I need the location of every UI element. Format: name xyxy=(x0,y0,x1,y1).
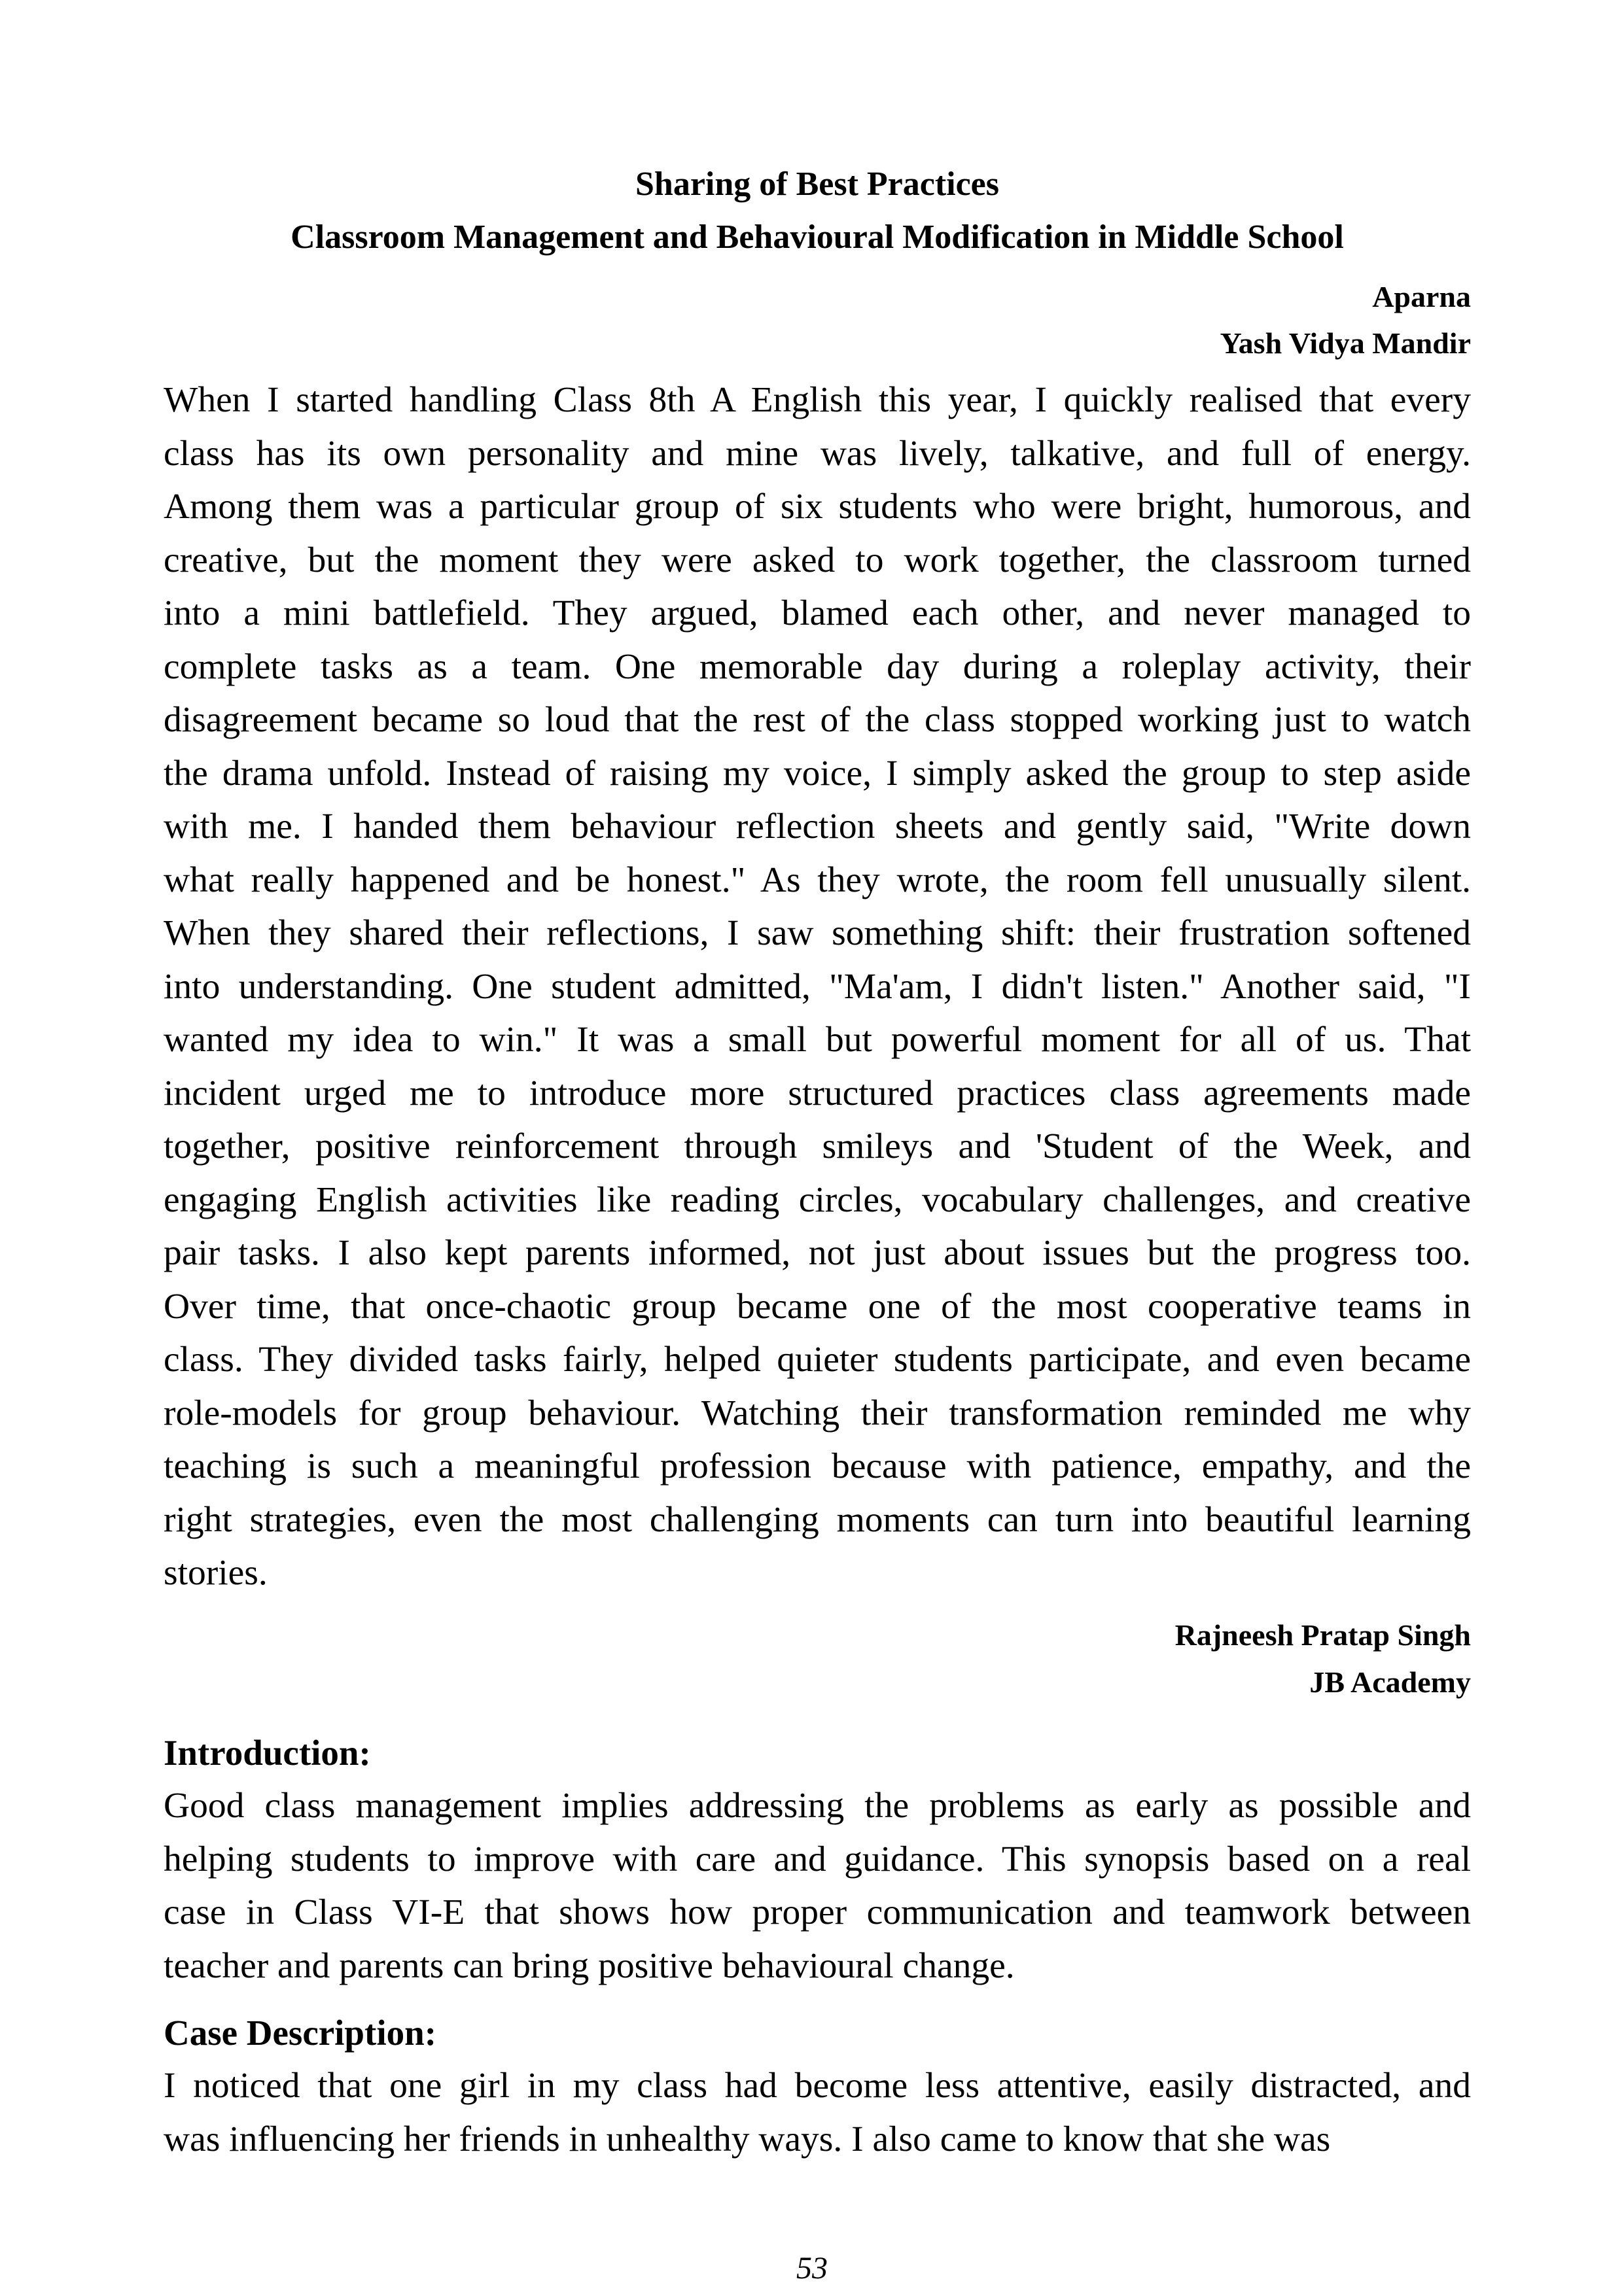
text-line: was influencing her friends in unhealthy ways. I also came to know that she was xyxy=(164,2119,1331,2159)
text-line: Over time, that once-chaotic group became one of the most cooperative teams in xyxy=(164,1286,1471,1327)
text-line: into understanding. One student admitted, "Ma'am, I didn't listen." Another said, "I xyxy=(164,966,1471,1007)
text-line: When I started handling Class 8th A English this year, I quickly realised that every xyxy=(164,380,1471,420)
author-school: Yash Vidya Mandir xyxy=(1220,326,1471,360)
author-school: JB Academy xyxy=(1309,1665,1471,1699)
text-line: the drama unfold. Instead of raising my voice, I simply asked the group to step aside xyxy=(164,753,1471,793)
text-line: Good class management implies addressing the problems as early as possible and xyxy=(164,1786,1471,1826)
text-line: incident urged me to introduce more structured practices class agreements made xyxy=(164,1073,1471,1113)
author-name: Aparna xyxy=(1372,280,1471,313)
text-line: teaching is such a meaningful profession because with patience, empathy, and the xyxy=(164,1446,1471,1486)
text-line: pair tasks. I also kept parents informed, not just about issues but the progress too. xyxy=(164,1233,1471,1273)
text-line: what really happened and be honest." As they wrote, the room fell unusually silent. xyxy=(164,860,1471,900)
text-line: with me. I handed them behaviour reflection sheets and gently said, "Write down xyxy=(164,807,1471,846)
article-body-paragraph xyxy=(164,374,1471,1600)
text-line: engaging English activities like reading circles, vocabulary challenges, and creative xyxy=(164,1179,1471,1220)
section-heading-introduction: Introduction: xyxy=(164,1733,371,1773)
text-line: class. They divided tasks fairly, helped quieter students participate, and even became xyxy=(164,1340,1471,1380)
page-number: 53 xyxy=(796,2251,828,2286)
text-line: Among them was a particular group of six students who were bright, humorous, and xyxy=(164,487,1471,527)
introduction-paragraph xyxy=(164,1779,1471,1992)
text-line: role-models for group behaviour. Watching their transformation reminded me why xyxy=(164,1393,1471,1433)
text-line: case in Class VI-E that shows how proper communication and teamwork between xyxy=(164,1892,1471,1932)
case-description-paragraph xyxy=(164,2059,1471,2166)
text-line: stories. xyxy=(164,1553,268,1593)
article-title: Classroom Management and Behavioural Modification in Middle School xyxy=(291,218,1344,256)
author-name: Rajneesh Pratap Singh xyxy=(1174,1618,1471,1652)
text-line: wanted my idea to win." It was a small but powerful moment for all of us. That xyxy=(164,1020,1471,1060)
text-line: right strategies, even the most challenging moments can turn into beautiful learning xyxy=(164,1499,1471,1540)
text-line: class has its own personality and mine was lively, talkative, and full of energy. xyxy=(164,433,1471,474)
text-line: When they shared their reflections, I saw something shift: their frustration softened xyxy=(164,913,1471,953)
text-line: helping students to improve with care and guidance. This synopsis based on a real xyxy=(164,1839,1471,1879)
text-line: teacher and parents can bring positive behavioural change. xyxy=(164,1945,1015,1986)
section-title: Sharing of Best Practices xyxy=(635,165,999,203)
text-line: creative, but the moment they were asked to work together, the classroom turned xyxy=(164,540,1471,580)
text-line: together, positive reinforcement through smileys and 'Student of the Week, and xyxy=(164,1126,1471,1166)
section-heading-case-description: Case Description: xyxy=(164,2013,437,2053)
text-line: into a mini battlefield. They argued, blamed each other, and never managed to xyxy=(164,593,1471,633)
text-line: complete tasks as a team. One memorable day during a roleplay activity, their xyxy=(164,646,1471,687)
text-line: disagreement became so loud that the rest of the class stopped working just to watch xyxy=(164,700,1471,740)
text-line: I noticed that one girl in my class had become less attentive, easily distracted, and xyxy=(164,2066,1471,2106)
